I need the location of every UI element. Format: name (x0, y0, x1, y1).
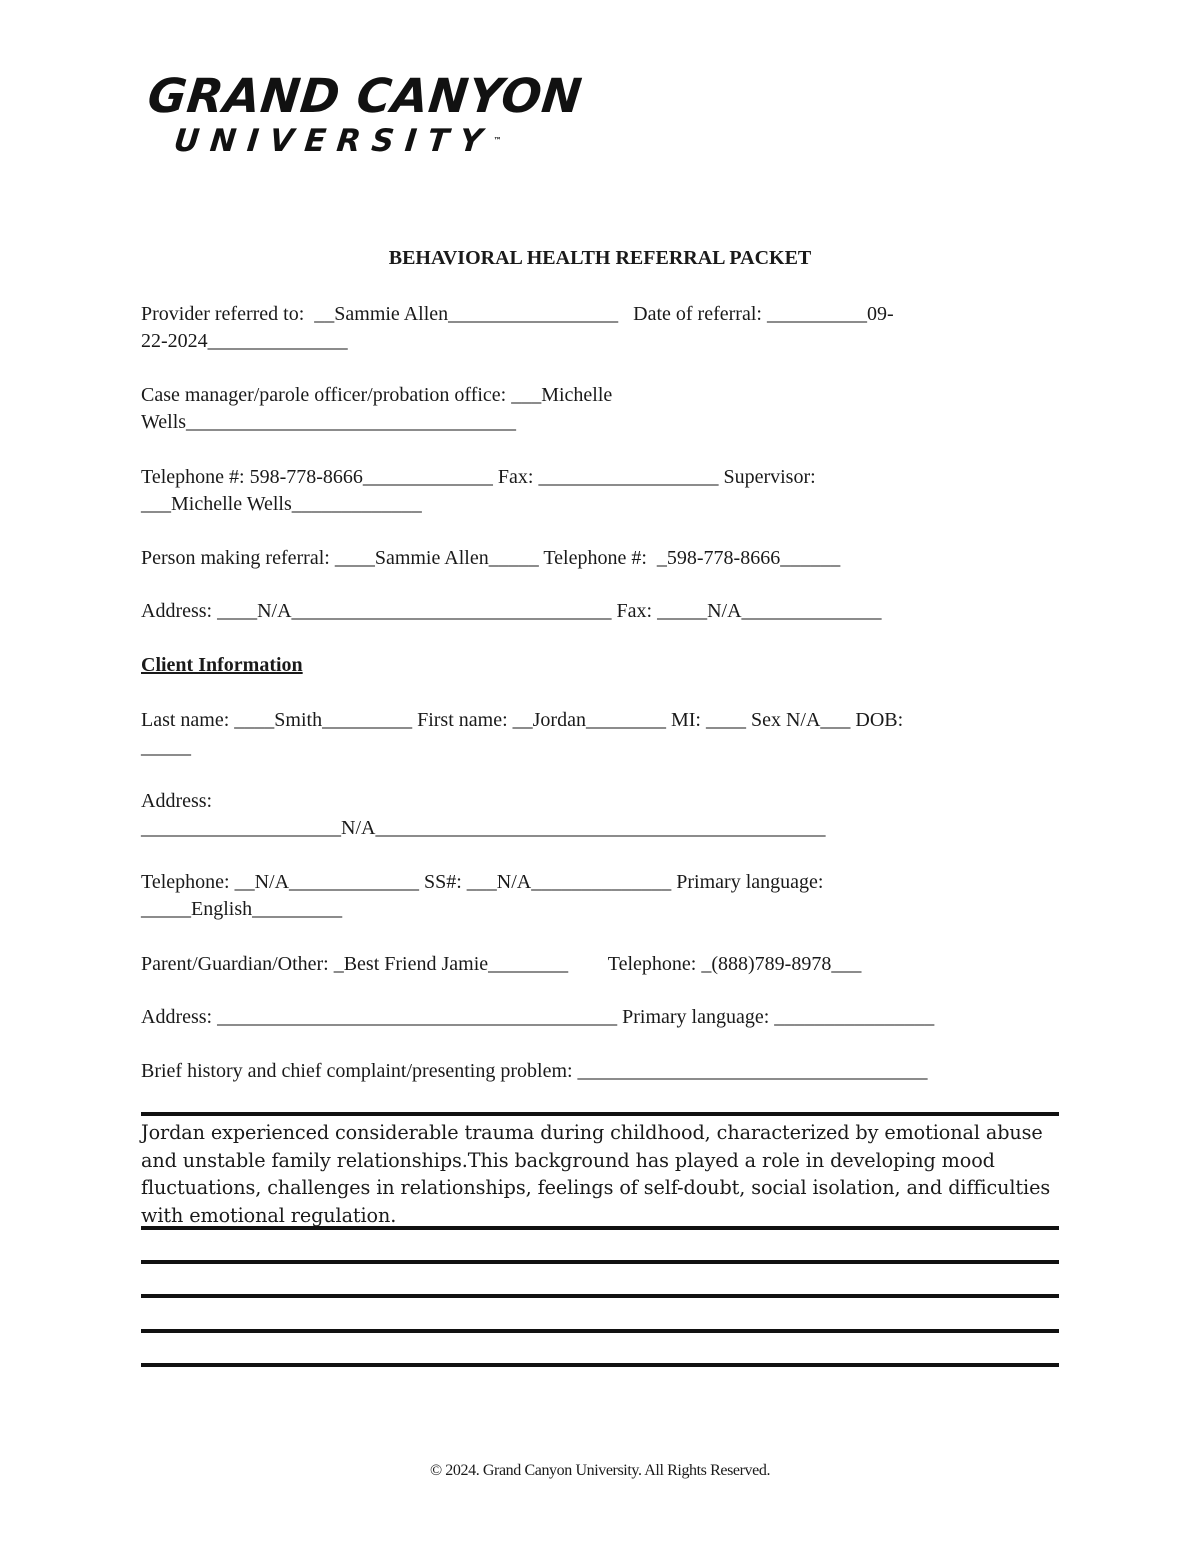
client-address-value: ____________________N/A_____________________________________________ (141, 817, 826, 839)
client-information-heading: Client Information (141, 654, 303, 676)
presenting-problem-label: Brief history and chief complaint/presenting problem: ___________________________________ (141, 1060, 928, 1082)
client-address-label: Address: (141, 790, 213, 812)
university-logo (145, 69, 585, 159)
logo-text-line1: GRAND CANYON (145, 69, 585, 124)
provider-referral-line: Provider referred to: __Sammie Allen_________________ Date of referral: __________09- (141, 303, 894, 325)
referrer-address-line: Address: ____N/A________________________________ Fax: _____N/A______________ (141, 600, 882, 622)
copyright-footer: © 2024. Grand Canyon University. All Rights Reserved. (429, 1462, 771, 1479)
narrative-rule-3 (141, 1294, 1059, 1298)
narrative-rule-1 (141, 1226, 1059, 1230)
telephone-fax-supervisor-line: Telephone #: 598-778-8666_____________ Fax: __________________ Supervisor: (141, 466, 816, 488)
dob-continuation: _____ (141, 736, 191, 758)
guardian-address-line: Address: ________________________________________ Primary language: ________________ (141, 1006, 935, 1028)
logo-text-line2 (172, 124, 583, 158)
case-manager-continuation: Wells_________________________________ (141, 411, 517, 433)
presenting-problem-narrative: Jordan experienced considerable trauma during childhood, characterized by emotional abuse and unstable family relationships.This background has played a role in developing mood fluctuations, challenges in relationships, feelings of self-doubt, social isolation, and difficulties with emotional regulation. (141, 1121, 1051, 1227)
client-name-line: Last name: ____Smith_________ First name: __Jordan________ MI: ____ Sex N/A___ DOB: (141, 709, 904, 731)
document-title: BEHAVIORAL HEALTH REFERRAL PACKET (388, 247, 812, 269)
narrative-rule-2 (141, 1260, 1059, 1264)
supervisor-continuation: ___Michelle Wells_____________ (141, 493, 422, 515)
case-manager-line: Case manager/parole officer/probation office: ___Michelle (141, 384, 613, 406)
narrative-rule-5 (141, 1363, 1059, 1367)
trademark-symbol: ™ (492, 136, 502, 145)
person-making-referral-line: Person making referral: ____Sammie Allen_____ Telephone #: _598-778-8666______ (141, 547, 841, 569)
narrative-rule-top (141, 1112, 1059, 1116)
primary-language-continuation: _____English_________ (141, 898, 343, 920)
logo-text-university: UNIVERSITY (172, 123, 496, 159)
client-telephone-ssn-line: Telephone: __N/A_____________ SS#: ___N/A______________ Primary language: (141, 871, 824, 893)
narrative-rule-4 (141, 1329, 1059, 1333)
referral-date-continuation: 22-2024______________ (141, 330, 348, 352)
guardian-line: Parent/Guardian/Other: _Best Friend Jamie________ Telephone: _(888)789-8978___ (141, 953, 862, 975)
